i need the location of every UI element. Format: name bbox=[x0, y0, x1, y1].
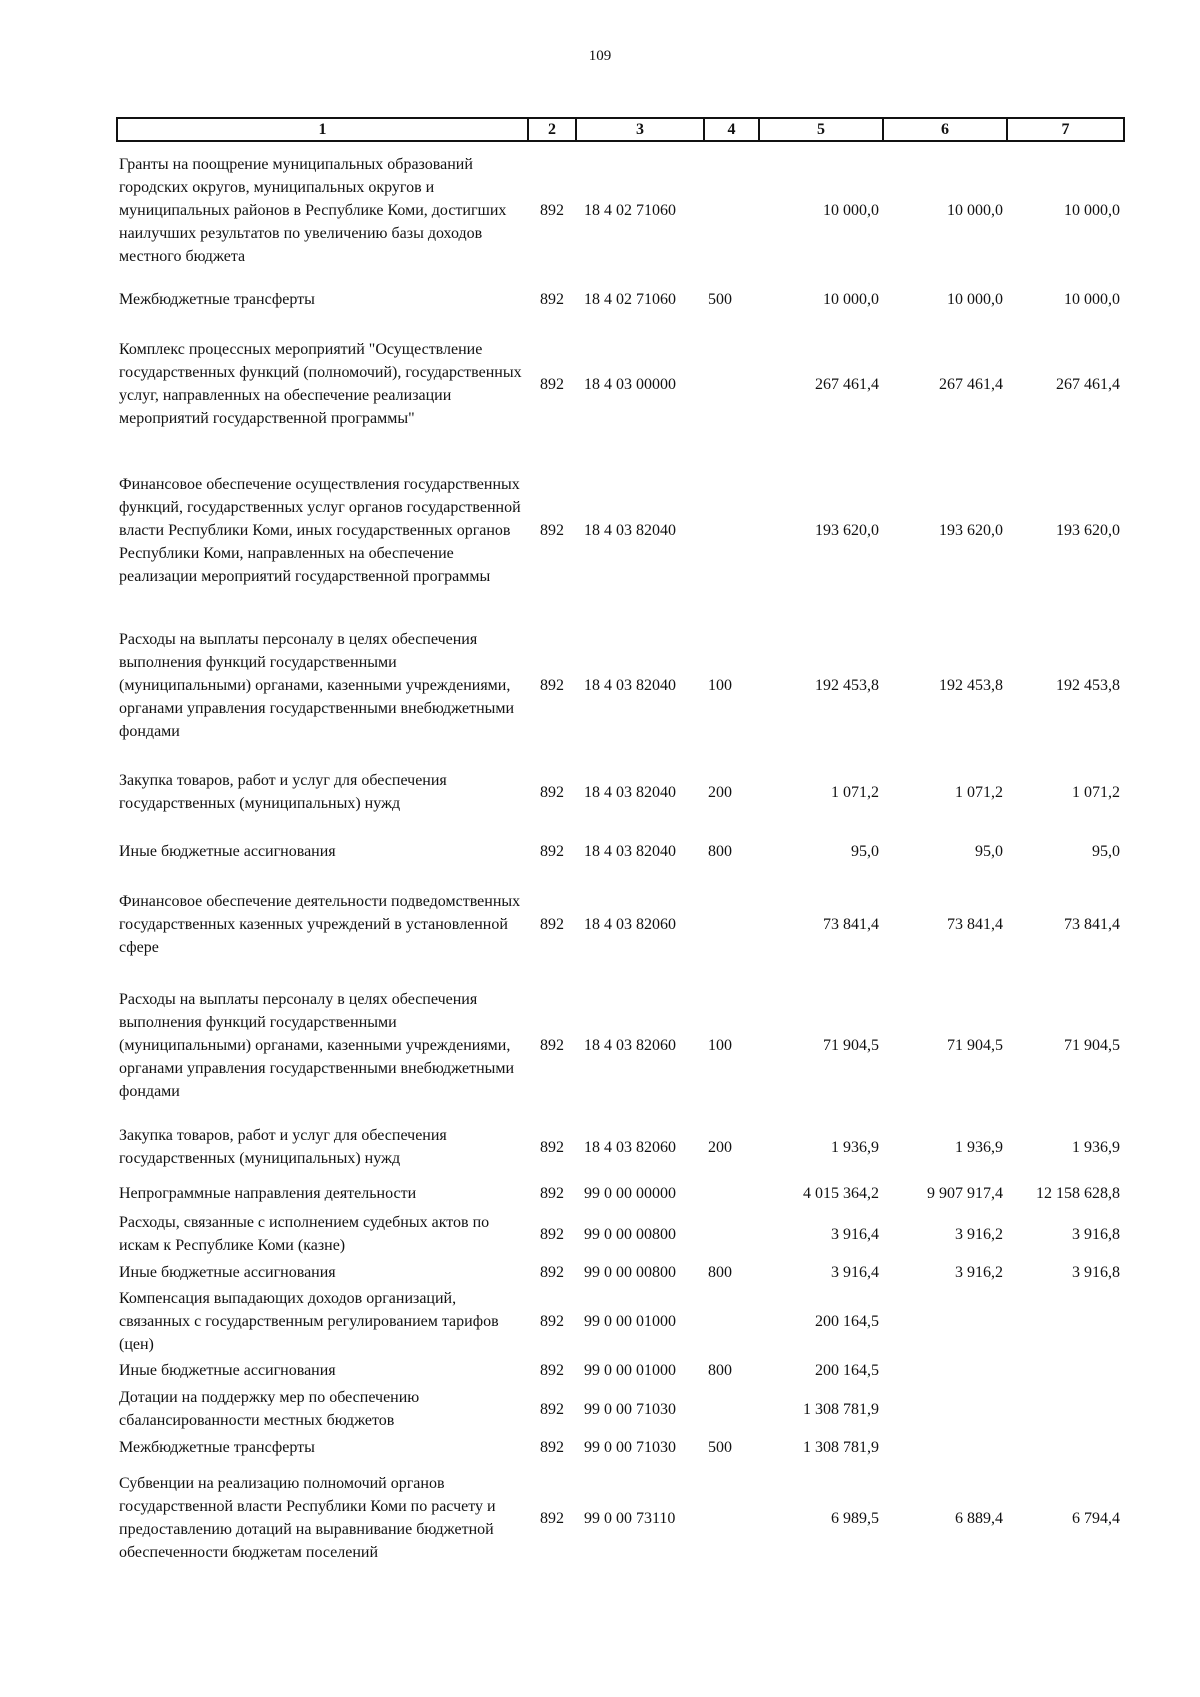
admin-code: 892 bbox=[540, 1312, 564, 1330]
item-name: Межбюджетные трансферты bbox=[119, 1438, 315, 1456]
amount-col6: 71 904,5 bbox=[947, 1036, 1003, 1054]
amount-col5: 200 164,5 bbox=[815, 1312, 879, 1330]
table-row bbox=[117, 1384, 1124, 1434]
amount-col5: 73 841,4 bbox=[823, 915, 879, 933]
item-name: Межбюджетные трансферты bbox=[119, 290, 315, 308]
item-name: Финансовое обеспечение деятельности подведомственных государственных казенных учреждений в установленной сфере bbox=[119, 892, 521, 956]
expense-type: 100 bbox=[708, 1036, 732, 1054]
admin-code: 892 bbox=[540, 1184, 564, 1202]
admin-code: 892 bbox=[540, 290, 564, 308]
target-article: 99 0 00 00800 bbox=[584, 1263, 676, 1281]
amount-col5: 1 936,9 bbox=[831, 1138, 879, 1156]
item-name: Расходы на выплаты персоналу в целях обеспечения выполнения функций государственными (муниципальными) органами, казенными учреждениями, органами управления государственными внебюджетными фондами bbox=[119, 630, 515, 740]
amount-col6 bbox=[883, 1286, 1007, 1356]
target-article: 99 0 00 00800 bbox=[584, 1225, 676, 1243]
amount-col5: 1 071,2 bbox=[831, 783, 879, 801]
table-row bbox=[117, 826, 1124, 876]
expense-type: 800 bbox=[708, 1263, 732, 1281]
amount-col7: 192 453,8 bbox=[1056, 676, 1120, 694]
item-name: Иные бюджетные ассигнования bbox=[119, 1263, 336, 1281]
amount-col6 bbox=[883, 1384, 1007, 1434]
amount-col7: 71 904,5 bbox=[1064, 1036, 1120, 1054]
header-row bbox=[117, 118, 1124, 141]
amount-col5: 200 164,5 bbox=[815, 1361, 879, 1379]
amount-col7 bbox=[1007, 1356, 1124, 1384]
column-header: 4 bbox=[704, 118, 759, 141]
amount-col5: 4 015 364,2 bbox=[803, 1184, 879, 1202]
amount-col7: 6 794,4 bbox=[1072, 1509, 1120, 1527]
admin-code: 892 bbox=[540, 1438, 564, 1456]
target-article: 99 0 00 71030 bbox=[584, 1400, 676, 1418]
expense-type: 800 bbox=[708, 842, 732, 860]
column-header: 5 bbox=[759, 118, 883, 141]
target-article: 18 4 03 82060 bbox=[584, 1036, 676, 1054]
table-row bbox=[117, 1176, 1124, 1210]
target-article: 18 4 03 82060 bbox=[584, 1138, 676, 1156]
amount-col7: 1 071,2 bbox=[1072, 783, 1120, 801]
admin-code: 892 bbox=[540, 375, 564, 393]
table-row bbox=[117, 972, 1124, 1118]
item-name: Иные бюджетные ассигнования bbox=[119, 842, 336, 860]
target-article: 18 4 03 82040 bbox=[584, 521, 676, 539]
table-row bbox=[117, 1434, 1124, 1460]
expense-type bbox=[704, 1176, 759, 1210]
table-row bbox=[117, 1258, 1124, 1286]
column-header: 2 bbox=[528, 118, 576, 141]
amount-col5: 267 461,4 bbox=[815, 375, 879, 393]
amount-col7: 3 916,8 bbox=[1072, 1263, 1120, 1281]
amount-col5: 95,0 bbox=[851, 842, 879, 860]
amount-col5: 1 308 781,9 bbox=[803, 1400, 879, 1418]
page-number: 109 bbox=[588, 48, 612, 64]
admin-code: 892 bbox=[540, 842, 564, 860]
expense-type bbox=[704, 141, 759, 278]
target-article: 18 4 03 82060 bbox=[584, 915, 676, 933]
admin-code: 892 bbox=[540, 521, 564, 539]
amount-col6: 10 000,0 bbox=[947, 201, 1003, 219]
item-name: Компенсация выпадающих доходов организаций, связанных с государственным регулированием тарифов (цен) bbox=[119, 1289, 499, 1353]
expense-type bbox=[704, 448, 759, 612]
admin-code: 892 bbox=[540, 1361, 564, 1379]
target-article: 18 4 03 00000 bbox=[584, 375, 676, 393]
admin-code: 892 bbox=[540, 783, 564, 801]
column-header: 3 bbox=[576, 118, 704, 141]
expense-type: 200 bbox=[708, 783, 732, 801]
target-article: 99 0 00 01000 bbox=[584, 1361, 676, 1379]
amount-col6: 1 936,9 bbox=[955, 1138, 1003, 1156]
amount-col6: 73 841,4 bbox=[947, 915, 1003, 933]
budget-table bbox=[116, 117, 1125, 1576]
table-row bbox=[117, 320, 1124, 448]
amount-col6: 3 916,2 bbox=[955, 1263, 1003, 1281]
amount-col6: 193 620,0 bbox=[939, 521, 1003, 539]
amount-col5: 10 000,0 bbox=[823, 290, 879, 308]
amount-col7: 1 936,9 bbox=[1072, 1138, 1120, 1156]
table-row bbox=[117, 1286, 1124, 1356]
amount-col7 bbox=[1007, 1384, 1124, 1434]
amount-col5: 193 620,0 bbox=[815, 521, 879, 539]
amount-col5: 3 916,4 bbox=[831, 1263, 879, 1281]
target-article: 18 4 03 82040 bbox=[584, 676, 676, 694]
expense-type: 500 bbox=[708, 1438, 732, 1456]
amount-col6: 267 461,4 bbox=[939, 375, 1003, 393]
admin-code: 892 bbox=[540, 1036, 564, 1054]
amount-col6: 9 907 917,4 bbox=[927, 1184, 1003, 1202]
column-header: 7 bbox=[1007, 118, 1124, 141]
target-article: 99 0 00 73110 bbox=[584, 1509, 676, 1527]
admin-code: 892 bbox=[540, 201, 564, 219]
target-article: 18 4 03 82040 bbox=[584, 842, 676, 860]
admin-code: 892 bbox=[540, 1509, 564, 1527]
expense-type bbox=[704, 1384, 759, 1434]
amount-col6 bbox=[883, 1434, 1007, 1460]
item-name: Расходы, связанные с исполнением судебных актов по искам к Республике Коми (казне) bbox=[119, 1214, 490, 1254]
expense-type: 800 bbox=[708, 1361, 732, 1379]
amount-col6: 95,0 bbox=[975, 842, 1003, 860]
target-article: 18 4 02 71060 bbox=[584, 290, 676, 308]
amount-col5: 71 904,5 bbox=[823, 1036, 879, 1054]
target-article: 18 4 02 71060 bbox=[584, 201, 676, 219]
expense-type: 100 bbox=[708, 676, 732, 694]
item-name: Закупка товаров, работ и услуг для обеспечения государственных (муниципальных) нужд bbox=[119, 1127, 447, 1167]
item-name: Иные бюджетные ассигнования bbox=[119, 1361, 336, 1379]
table-row bbox=[117, 1210, 1124, 1258]
target-article: 18 4 03 82040 bbox=[584, 783, 676, 801]
amount-col5: 1 308 781,9 bbox=[803, 1438, 879, 1456]
amount-col5: 10 000,0 bbox=[823, 201, 879, 219]
amount-col6: 10 000,0 bbox=[947, 290, 1003, 308]
item-name: Финансовое обеспечение осуществления государственных функций, государственных услуг органов государственной власти Республики Коми, иных государственных органов Республики Коми, направленных на обеспечение реализации мероприятий государственной программы bbox=[119, 475, 521, 585]
admin-code: 892 bbox=[540, 1138, 564, 1156]
admin-code: 892 bbox=[540, 1225, 564, 1243]
amount-col7 bbox=[1007, 1434, 1124, 1460]
amount-col7: 12 158 628,8 bbox=[1036, 1184, 1120, 1202]
amount-col7: 10 000,0 bbox=[1064, 290, 1120, 308]
amount-col7: 73 841,4 bbox=[1064, 915, 1120, 933]
amount-col7: 3 916,8 bbox=[1072, 1225, 1120, 1243]
amount-col6: 3 916,2 bbox=[955, 1225, 1003, 1243]
table-row bbox=[117, 141, 1124, 278]
amount-col7: 193 620,0 bbox=[1056, 521, 1120, 539]
expense-type bbox=[704, 1460, 759, 1576]
target-article: 99 0 00 00000 bbox=[584, 1184, 676, 1202]
admin-code: 892 bbox=[540, 1263, 564, 1281]
table-row bbox=[117, 612, 1124, 758]
item-name: Гранты на поощрение муниципальных образований городских округов, муниципальных округов и муниципальных районов в Республике Коми, достигших наилучших результатов по увеличению базы доходов местного бюджета bbox=[119, 155, 507, 265]
amount-col7: 267 461,4 bbox=[1056, 375, 1120, 393]
column-header: 6 bbox=[883, 118, 1007, 141]
expense-type bbox=[704, 1286, 759, 1356]
table-row bbox=[117, 448, 1124, 612]
amount-col7: 95,0 bbox=[1092, 842, 1120, 860]
amount-col6: 6 889,4 bbox=[955, 1509, 1003, 1527]
item-name: Дотации на поддержку мер по обеспечению сбалансированности местных бюджетов bbox=[119, 1389, 420, 1429]
table-row bbox=[117, 758, 1124, 826]
expense-type: 200 bbox=[708, 1138, 732, 1156]
item-name: Комплекс процессных мероприятий "Осуществление государственных функций (полномочий), государственных услуг, направленных на обеспечение реализации мероприятий государственной программы" bbox=[119, 341, 522, 427]
admin-code: 892 bbox=[540, 915, 564, 933]
expense-type bbox=[704, 876, 759, 972]
table-row bbox=[117, 1460, 1124, 1576]
item-name: Непрограммные направления деятельности bbox=[119, 1184, 417, 1202]
item-name: Субвенции на реализацию полномочий органов государственной власти Республики Коми по расчету и предоставлению дотаций на выравнивание бюджетной обеспеченности бюджетам поселений bbox=[119, 1475, 496, 1561]
amount-col6: 1 071,2 bbox=[955, 783, 1003, 801]
amount-col6 bbox=[883, 1356, 1007, 1384]
admin-code: 892 bbox=[540, 676, 564, 694]
amount-col5: 6 989,5 bbox=[831, 1509, 879, 1527]
item-name: Расходы на выплаты персоналу в целях обеспечения выполнения функций государственными (муниципальными) органами, казенными учреждениями, органами управления государственными внебюджетными фондами bbox=[119, 990, 515, 1100]
amount-col7: 10 000,0 bbox=[1064, 201, 1120, 219]
expense-type bbox=[704, 320, 759, 448]
admin-code: 892 bbox=[540, 1400, 564, 1418]
table-row bbox=[117, 1118, 1124, 1176]
amount-col6: 192 453,8 bbox=[939, 676, 1003, 694]
table-row bbox=[117, 1356, 1124, 1384]
item-name: Закупка товаров, работ и услуг для обеспечения государственных (муниципальных) нужд bbox=[119, 772, 447, 812]
target-article: 99 0 00 71030 bbox=[584, 1438, 676, 1456]
expense-type bbox=[704, 1210, 759, 1258]
table-row bbox=[117, 278, 1124, 320]
amount-col5: 3 916,4 bbox=[831, 1225, 879, 1243]
target-article: 99 0 00 01000 bbox=[584, 1312, 676, 1330]
table-row bbox=[117, 876, 1124, 972]
column-header: 1 bbox=[117, 118, 528, 141]
amount-col5: 192 453,8 bbox=[815, 676, 879, 694]
amount-col7 bbox=[1007, 1286, 1124, 1356]
expense-type: 500 bbox=[708, 290, 732, 308]
